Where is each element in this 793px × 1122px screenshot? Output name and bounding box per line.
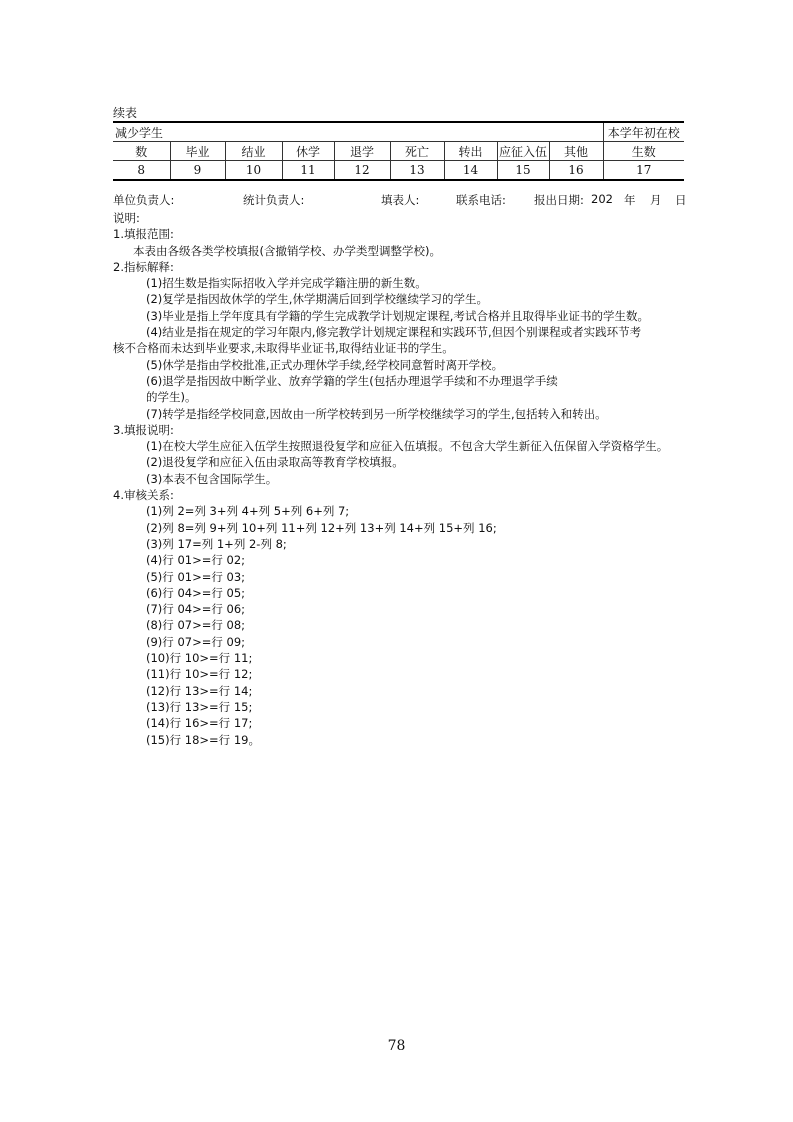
- check-rule: (6)行 04>=行 05;: [146, 585, 246, 600]
- column-number-cell: 17: [603, 161, 684, 181]
- right-header-cell-bottom: 生数: [603, 142, 684, 161]
- note-item: (2)退役复学和应征入伍由录取高等教育学校填报。: [146, 455, 404, 470]
- check-rule: (2)列 8=列 9+列 10+列 11+列 12+列 13+列 14+列 15+列 16;: [146, 520, 497, 535]
- column-number-cell: 14: [444, 161, 497, 181]
- day-char: 日: [675, 193, 687, 207]
- note-item: (7)转学是指经学校同意,因故由一所学校转到另一所学校继续学习的学生,包括转入和转出。: [146, 406, 607, 421]
- table-header-row-1: [113, 122, 684, 142]
- column-header: 转出: [444, 142, 497, 161]
- section-4-title: 4.审核关系:: [113, 488, 174, 503]
- table-header-row-2: [113, 142, 684, 161]
- phone-label: 联系电话:: [456, 193, 506, 207]
- note-item-continuation: 核不合格而未达到毕业要求,未取得毕业证书,取得结业证书的学生。: [113, 341, 454, 356]
- column-header: 休学: [282, 142, 334, 161]
- note-item: (4)结业是指在规定的学习年限内,修完教学计划规定课程和实践环节,但因个别课程或者实践环节考: [146, 325, 642, 340]
- column-number-cell: 8: [113, 161, 170, 181]
- check-rule: (8)行 07>=行 08;: [146, 618, 246, 633]
- column-number-cell: 11: [282, 161, 334, 181]
- unit-head-label: 单位负责人:: [113, 193, 175, 207]
- column-header: 结业: [225, 142, 282, 161]
- note-item: (1)在校大学生应征入伍学生按照退役复学和应征入伍填报。不包含大学生新征入伍保留入学资格学生。: [146, 439, 669, 454]
- section-1-body: 本表由各级各类学校填报(含撤销学校、办学类型调整学校)。: [133, 243, 441, 258]
- column-header: 应征入伍: [497, 142, 549, 161]
- column-number-cell: 16: [549, 161, 603, 181]
- column-header: 死亡: [390, 142, 444, 161]
- section-2-title: 2.指标解释:: [113, 259, 174, 274]
- check-rule: (10)行 10>=行 11;: [146, 651, 253, 666]
- date-year: 202: [591, 192, 613, 206]
- section-1-title: 1.填报范围:: [113, 227, 174, 242]
- page-number: 78: [387, 1038, 406, 1054]
- note-item: (2)复学是指因故休学的学生,休学期满后回到学校继续学习的学生。: [146, 292, 488, 307]
- check-rule: (3)列 17=列 1+列 2-列 8;: [146, 536, 287, 551]
- note-item: (1)招生数是指实际招收入学并完成学籍注册的新生数。: [146, 276, 427, 291]
- check-rule: (9)行 07>=行 09;: [146, 634, 246, 649]
- column-header: 退学: [334, 142, 390, 161]
- check-rule: (1)列 2=列 3+列 4+列 5+列 6+列 7;: [146, 504, 350, 519]
- column-number-cell: 13: [390, 161, 444, 181]
- check-rule: (7)行 04>=行 06;: [146, 602, 246, 617]
- column-number-cell: 15: [497, 161, 549, 181]
- section-3-title: 3.填报说明:: [113, 422, 174, 437]
- notes-section: [113, 210, 688, 748]
- column-header: 毕业: [170, 142, 225, 161]
- note-item: (3)毕业是指上学年度具有学籍的学生完成教学计划规定课程,考试合格并且取得毕业证书的学生数。: [146, 308, 649, 323]
- notes-title: 说明:: [113, 211, 140, 225]
- first-col-label-cell: 数: [113, 142, 170, 161]
- right-header-cell-top: 本学年初在校: [603, 122, 684, 142]
- group-header-cell: 减少学生: [113, 122, 603, 142]
- check-rule: (11)行 10>=行 12;: [146, 667, 253, 682]
- year-char: 年: [624, 193, 636, 207]
- note-item: (3)本表不包含国际学生。: [146, 471, 278, 486]
- note-item: (6)退学是指因故中断学业、放弃学籍的学生(包括办理退学手续和不办理退学手续: [146, 373, 558, 388]
- statistics-table: [113, 121, 684, 181]
- note-item: (5)休学是指由学校批准,正式办理休学手续,经学校同意暂时离开学校。: [146, 357, 504, 372]
- column-header: 其他: [549, 142, 603, 161]
- continued-label: 续表: [113, 106, 138, 120]
- stat-head-label: 统计负责人:: [243, 193, 305, 207]
- column-number-cell: 9: [170, 161, 225, 181]
- check-rule: (12)行 13>=行 14;: [146, 683, 253, 698]
- note-item-continuation: 的学生)。: [146, 390, 197, 405]
- month-char: 月: [650, 193, 662, 207]
- date-label: 报出日期:: [534, 193, 584, 207]
- column-number-cell: 12: [334, 161, 390, 181]
- check-rule: (4)行 01>=行 02;: [146, 553, 246, 568]
- column-number-row: [113, 161, 684, 181]
- check-rule: (15)行 18>=行 19。: [146, 732, 260, 747]
- check-rule: (14)行 16>=行 17;: [146, 716, 253, 731]
- filler-label: 填表人:: [381, 193, 420, 207]
- column-number-cell: 10: [225, 161, 282, 181]
- check-rule: (5)行 01>=行 03;: [146, 569, 246, 584]
- check-rule: (13)行 13>=行 15;: [146, 699, 253, 714]
